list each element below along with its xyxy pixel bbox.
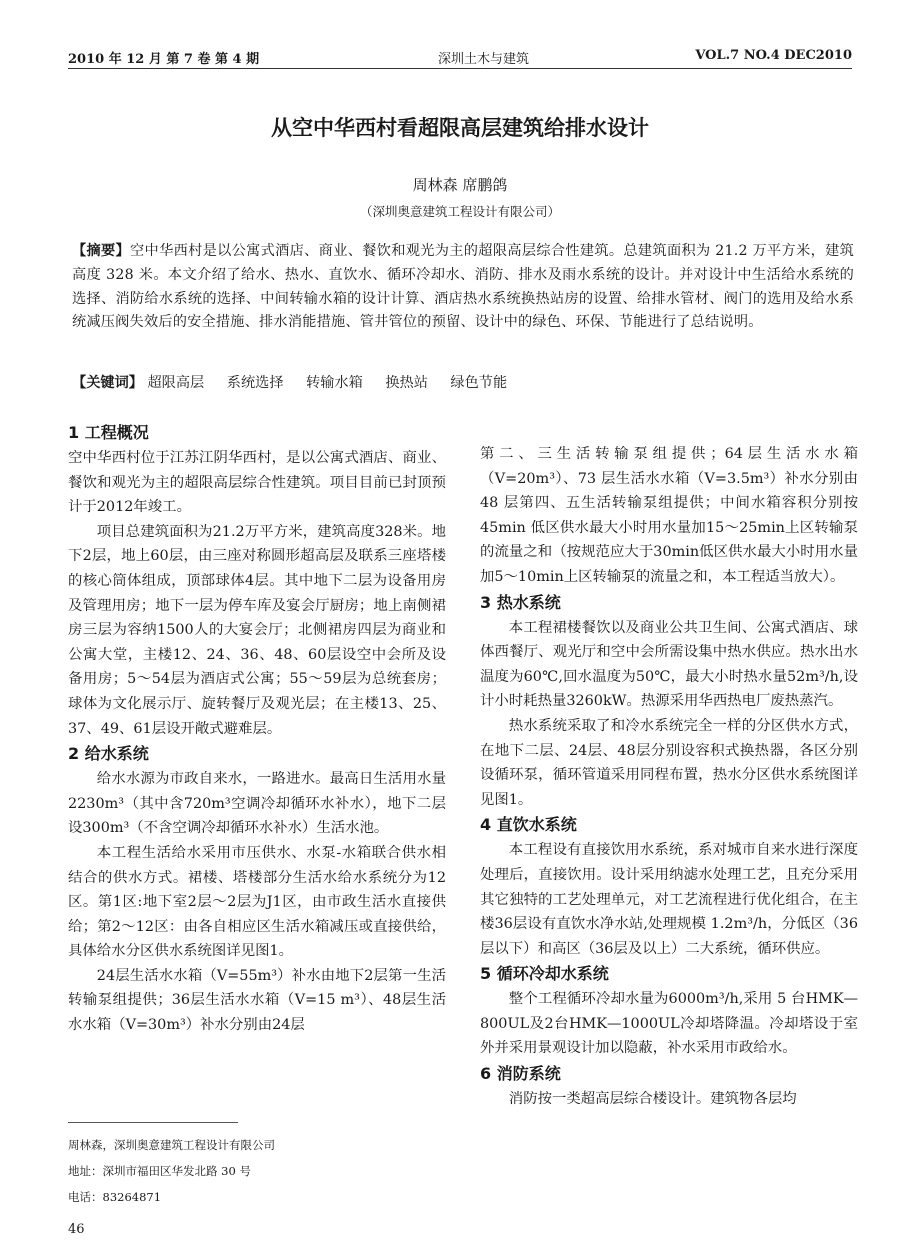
keyword: 超限高层 — [147, 375, 205, 391]
header-rule — [68, 68, 852, 69]
paper-title: 从空中华西村看超限高层建筑给排水设计 — [271, 116, 649, 140]
footnotes — [68, 1132, 275, 1210]
authors: 周林森 席鹏鸽 — [412, 176, 508, 194]
left-column — [68, 420, 446, 1038]
journal-issue: 2010 年 12 月 第 7 卷 第 4 期 — [68, 52, 260, 67]
running-header — [68, 48, 852, 70]
section-heading: 1 工程概况 — [68, 423, 149, 442]
paragraph: 项目总建筑面积为21.2万平方米，建筑高度328米。地下2层，地上60层，由三座对称圆形超高层及联系三座塔楼的核心筒体组成，顶部球体4层。其中地下二层为设备用房及管理用房；地下一层为停车库及宴会厅厨房；地上南侧裙房三层为容纳1500人的大宴会厅；北侧裙房四层为商业和公寓大堂，主楼12、24、36、48、60层设空中会所及设备用房；5～54层为酒店式公寓；55～59层为总统套房；球体为文化展示厅、旋转餐厅及观光层；在主楼13、25、37、49、61层设开敞式避难层。 — [68, 523, 446, 737]
keyword: 系统选择 — [226, 375, 284, 391]
keyword: 转输水箱 — [306, 375, 363, 391]
abstract — [72, 240, 854, 335]
footnote-rule — [68, 1122, 238, 1123]
paragraph: 热水系统采取了和冷水系统完全一样的分区供水方式，在地下二层、24层、48层分别设容积式换热器，各区分别设循环泵，循环管道采用同程布置，热水分区供水系统图详见图1。 — [480, 717, 858, 808]
keywords — [72, 372, 854, 395]
page-number: 46 — [68, 1222, 85, 1237]
affiliation: （深圳奥意建筑工程设计有限公司） — [359, 204, 560, 219]
section-heading: 2 给水系统 — [68, 744, 149, 764]
section-heading: 3 热水系统 — [480, 592, 561, 612]
paragraph: 消防按一类超高层综合楼设计。建筑物各层均 — [508, 1091, 797, 1108]
paragraph: 本工程裙楼餐饮以及商业公共卫生间、公寓式酒店、球体西餐厅、观光厅和空中会所需设集中热水供应。热水出水温度为60℃,回水温度为50℃，最大小时热水量52m³/h,设计小时耗热量3260kW。热源采用华西热电厂废热蒸汽。 — [480, 619, 858, 710]
footnote-address: 地址：深圳市福田区华发北路 30 号 — [68, 1164, 251, 1178]
section-heading: 4 直饮水系统 — [480, 815, 577, 835]
keyword: 换热站 — [385, 375, 428, 391]
paragraph: 24层生活水水箱（V=55m³）补水由地下2层第一生活转输泵组提供；36层生活水水箱（V=15 m³）、48层生活水水箱（V=30m³）补水分别由24层 — [68, 967, 446, 1034]
paragraph: 给水水源为市政自来水，一路进水。最高日生活用水量2230m³（其中含720m³空调冷却循环水补水），地下二层设300m³（不含空调冷却循环水补水）生活水池。 — [68, 771, 446, 837]
paragraph: 本工程生活给水采用市压供水、水泵-水箱联合供水相结合的供水方式。裙楼、塔楼部分生活水给水系统分为12区。第1区:地下室2层～2层为J1区，由市政生活水直接供给；第2～12区：由各自相应区生活水箱减压或直接供给，具体给水分区供水系统图详见图1。 — [68, 844, 446, 960]
abstract-label: 【摘要】 — [72, 243, 131, 259]
keywords-label: 【关键词】 — [72, 375, 143, 391]
paragraph: 空中华西村位于江苏江阴华西村，是以公寓式酒店、商业、餐饮和观光为主的超限高层综合性建筑。项目目前已封顶预计于2012年竣工。 — [68, 450, 446, 516]
paragraph: 本工程设有直接饮用水系统，系对城市自来水进行深度处理后，直接饮用。设计采用纳滤水处理工艺，且充分采用其它独特的工艺处理单元，对工艺流程进行优化组合，在主楼36层设有直饮水净水站,处理规模 1.2m³/h，分低区（36层以下）和高区（36层及以上）二大系统，循环供应。 — [480, 842, 858, 957]
paragraph: 第二、三生活转输泵组提供；64层生活水水箱（V=20m³）、73 层生活水水箱（V=3.5m³）补水分别由 48 层第四、五生活转输泵组提供；中间水箱容积分别按45min 低区供水最大小时用水量加15～25min上区转输泵的流量之和（按规范应大于30min低区供水最大小时用水量加5～10min上区转输泵的流量之和，本工程适当放大）。 — [480, 446, 858, 585]
abstract-text: 空中华西村是以公寓式酒店、商业、餐饮和观光为主的超限高层综合性建筑。总建筑面积为 21.2 万平方米，建筑高度 328 米。本文介绍了给水、热水、直饮水、循环冷却水、消防、排水及雨水系统的设计。并对设计中生活给水系统的选择、消防给水系统的选择、中间转输水箱的设计计算、酒店热水系统换热站房的设置、给排水管材、阀门的选用及给水系统减压阀失效后的安全措施、排水消能措施、管井管位的预留、设计中的绿色、环保、节能进行了总结说明。 — [72, 243, 854, 331]
journal-volume: VOL.7 NO.4 DEC2010 — [695, 48, 852, 63]
section-heading: 5 循环冷却水系统 — [480, 964, 609, 984]
footnote-phone: 电话：83264871 — [68, 1190, 162, 1204]
right-column — [480, 442, 858, 1112]
journal-name: 深圳土木与建筑 — [438, 52, 530, 67]
keyword: 绿色节能 — [450, 375, 508, 391]
footnote-author: 周林森，深圳奥意建筑工程设计有限公司 — [68, 1138, 275, 1152]
paragraph: 整个工程循环冷却水量为6000m³/h,采用 5 台HMK—800UL及2台HMK—1000UL冷却塔降温。冷却塔设于室外并采用景观设计加以隐蔽，补水采用市政给水。 — [480, 991, 858, 1057]
section-heading: 6 消防系统 — [480, 1064, 561, 1084]
